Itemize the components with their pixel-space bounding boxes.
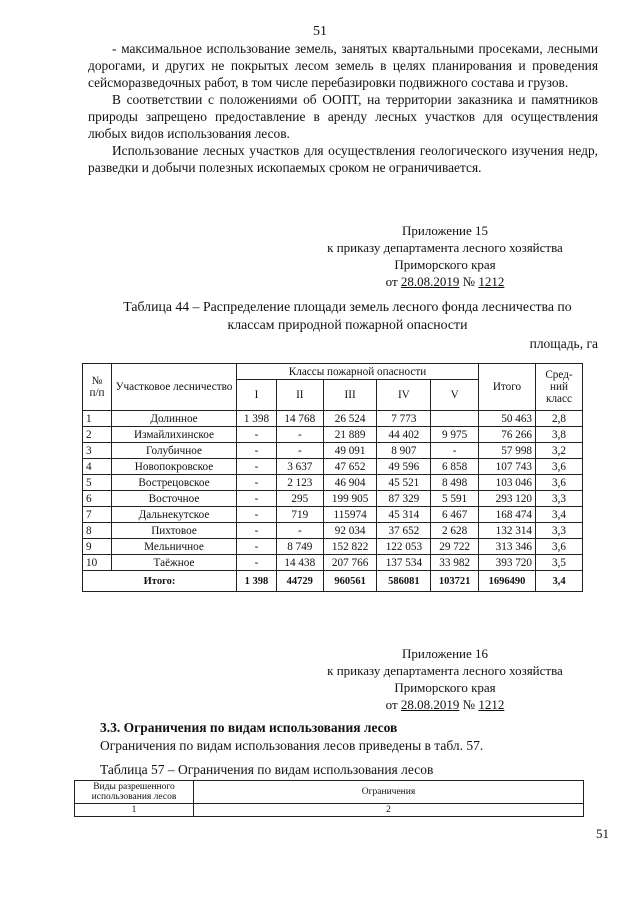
limits-col1-header: Виды разрешенного использования лесов [75, 781, 194, 804]
class-header: II [276, 380, 323, 411]
cell: 719 [276, 507, 323, 523]
cell: - [276, 443, 323, 459]
class-header: IV [377, 380, 431, 411]
cell: 49 596 [377, 459, 431, 475]
forestry-name: Мельничное [112, 539, 237, 555]
appendix-title: Приложение 15 [401, 223, 489, 238]
table-row [83, 475, 583, 491]
table-row [83, 427, 583, 443]
cell: 103721 [431, 571, 479, 592]
cell: 3,6 [536, 459, 583, 475]
cell: 3,3 [536, 491, 583, 507]
table-row [83, 491, 583, 507]
cell: 14 768 [276, 411, 323, 427]
cell: 44 402 [377, 427, 431, 443]
forestry-name: Долинное [112, 411, 237, 427]
cell: 3,3 [536, 523, 583, 539]
cell: 14 438 [276, 555, 323, 571]
appendix-region: Приморского края [394, 257, 496, 272]
appendix-order: к приказу департамента лесного хозяйства [327, 663, 563, 678]
cell: 5 591 [431, 491, 479, 507]
cell: 8 749 [276, 539, 323, 555]
cell: 8 498 [431, 475, 479, 491]
cell: 9 [83, 539, 112, 555]
cell: - [237, 427, 277, 443]
cell: 8 [83, 523, 112, 539]
cell: 26 524 [323, 411, 377, 427]
cell: 1 [83, 411, 112, 427]
unit-label: площадь, га [529, 336, 598, 351]
cell: 2 628 [431, 523, 479, 539]
cell: 107 743 [479, 459, 536, 475]
cell: 57 998 [479, 443, 536, 459]
cell: 393 720 [479, 555, 536, 571]
paragraph: - максимальное использование земель, занятых квартальными просеками, лесными дорогами, и других не покрытых лесом земель в целях планирования и проведения сейсморазведочных работ, в том числе перебазировки подвижного состава и грузов. [88, 41, 598, 90]
cell: 152 822 [323, 539, 377, 555]
cell: 92 034 [323, 523, 377, 539]
cell: 4 [83, 459, 112, 475]
cell: 3,5 [536, 555, 583, 571]
cell: 9 975 [431, 427, 479, 443]
cell: 7 773 [377, 411, 431, 427]
cell: 137 534 [377, 555, 431, 571]
cell: 3,6 [536, 539, 583, 555]
forestry-name: Измайлихинское [112, 427, 237, 443]
cell: 47 652 [323, 459, 377, 475]
total-row [83, 571, 583, 592]
cell: 3 637 [276, 459, 323, 475]
table57-caption: Таблица 57 – Ограничения по видам использования лесов [100, 762, 434, 777]
cell: 10 [83, 555, 112, 571]
cell: 2 [83, 427, 112, 443]
cell: 3,8 [536, 427, 583, 443]
cell: - [237, 539, 277, 555]
table-row [83, 459, 583, 475]
section-heading: 3.3. Ограничения по видам использования лесов [100, 720, 398, 735]
total-label: Итого: [83, 571, 237, 592]
cell: 6 858 [431, 459, 479, 475]
cell: 49 091 [323, 443, 377, 459]
forestry-name: Таёжное [112, 555, 237, 571]
cell: 6 [83, 491, 112, 507]
cell: 6 467 [431, 507, 479, 523]
cell: 960561 [323, 571, 377, 592]
forestry-name: Вострецовское [112, 475, 237, 491]
cell: - [237, 459, 277, 475]
cell: 45 314 [377, 507, 431, 523]
cell: 3,6 [536, 475, 583, 491]
class-header: V [431, 380, 479, 411]
table-row [83, 507, 583, 523]
cell: 37 652 [377, 523, 431, 539]
cell: 1696490 [479, 571, 536, 592]
cell: 3,4 [536, 507, 583, 523]
cell: 293 120 [479, 491, 536, 507]
header-total: Итого [479, 364, 536, 411]
table-row [83, 523, 583, 539]
cell: 199 905 [323, 491, 377, 507]
cell: 45 521 [377, 475, 431, 491]
paragraph: В соответствии с положениями об ООПТ, на территории заказника и памятников природы запрещено предоставление в аренду лесных участков для осуществления любых видов использования лесов. [88, 92, 598, 141]
cell: 21 889 [323, 427, 377, 443]
cell: 3,4 [536, 571, 583, 592]
cell: - [237, 507, 277, 523]
fire-danger-table [82, 363, 583, 592]
cell: 1 398 [237, 571, 277, 592]
cell: 76 266 [479, 427, 536, 443]
header-num: № п/п [83, 364, 112, 411]
limits-col2-num: 2 [194, 804, 584, 817]
cell: 122 053 [377, 539, 431, 555]
cell: 3,2 [536, 443, 583, 459]
class-header: III [323, 380, 377, 411]
cell: - [237, 491, 277, 507]
cell: 132 314 [479, 523, 536, 539]
appendix-title: Приложение 16 [401, 646, 489, 661]
cell: - [276, 427, 323, 443]
limits-col1-num: 1 [75, 804, 194, 817]
page-number-bottom: 51 [596, 826, 609, 841]
appendix-15-block [310, 222, 580, 290]
cell: 5 [83, 475, 112, 491]
section-text: Ограничения по видам использования лесов приведены в табл. 57. [100, 738, 484, 753]
forestry-name: Пихтовое [112, 523, 237, 539]
cell: - [237, 555, 277, 571]
cell: - [237, 475, 277, 491]
cell: 7 [83, 507, 112, 523]
cell: 115974 [323, 507, 377, 523]
cell: - [276, 523, 323, 539]
cell: 29 722 [431, 539, 479, 555]
appendix-date-line: от 28.08.2019 № 1212 [385, 697, 505, 712]
cell: 2,8 [536, 411, 583, 427]
table-row [83, 555, 583, 571]
limits-col2-header: Ограничения [194, 781, 584, 804]
cell: 50 463 [479, 411, 536, 427]
cell: 168 474 [479, 507, 536, 523]
cell: 586081 [377, 571, 431, 592]
cell: 8 907 [377, 443, 431, 459]
cell: 3 [83, 443, 112, 459]
appendix-16-block [310, 645, 580, 713]
cell: 207 766 [323, 555, 377, 571]
cell: - [431, 443, 479, 459]
cell: 46 904 [323, 475, 377, 491]
appendix-order: к приказу департамента лесного хозяйства [327, 240, 563, 255]
intro-text [88, 40, 598, 176]
cell [431, 411, 479, 427]
cell: 33 982 [431, 555, 479, 571]
header-avg: Сред-ний класс [536, 364, 583, 411]
paragraph: Использование лесных участков для осуществления геологического изучения недр, разведки и добычи полезных ископаемых сроком не ограничивается. [88, 143, 598, 175]
class-header: I [237, 380, 277, 411]
cell: 103 046 [479, 475, 536, 491]
cell: 1 398 [237, 411, 277, 427]
table-row [83, 443, 583, 459]
page-number-top: 51 [313, 24, 327, 39]
table44-caption: Таблица 44 – Распределение площади земель лесного фонда лесничества по классам природной пожарной опасности [123, 299, 572, 332]
appendix-date-line: от 28.08.2019 № 1212 [385, 274, 505, 289]
table-row [83, 411, 583, 427]
table-row [83, 539, 583, 555]
cell: - [237, 523, 277, 539]
forestry-name: Новопокровское [112, 459, 237, 475]
cell: 313 346 [479, 539, 536, 555]
forestry-name: Голубичное [112, 443, 237, 459]
header-name: Участковое лесничество [112, 364, 237, 411]
limits-table [74, 780, 584, 817]
forestry-name: Дальнекутское [112, 507, 237, 523]
cell: 2 123 [276, 475, 323, 491]
cell: 87 329 [377, 491, 431, 507]
cell: 44729 [276, 571, 323, 592]
header-classes: Классы пожарной опасности [237, 364, 479, 380]
cell: 295 [276, 491, 323, 507]
cell: - [237, 443, 277, 459]
forestry-name: Восточное [112, 491, 237, 507]
appendix-region: Приморского края [394, 680, 496, 695]
